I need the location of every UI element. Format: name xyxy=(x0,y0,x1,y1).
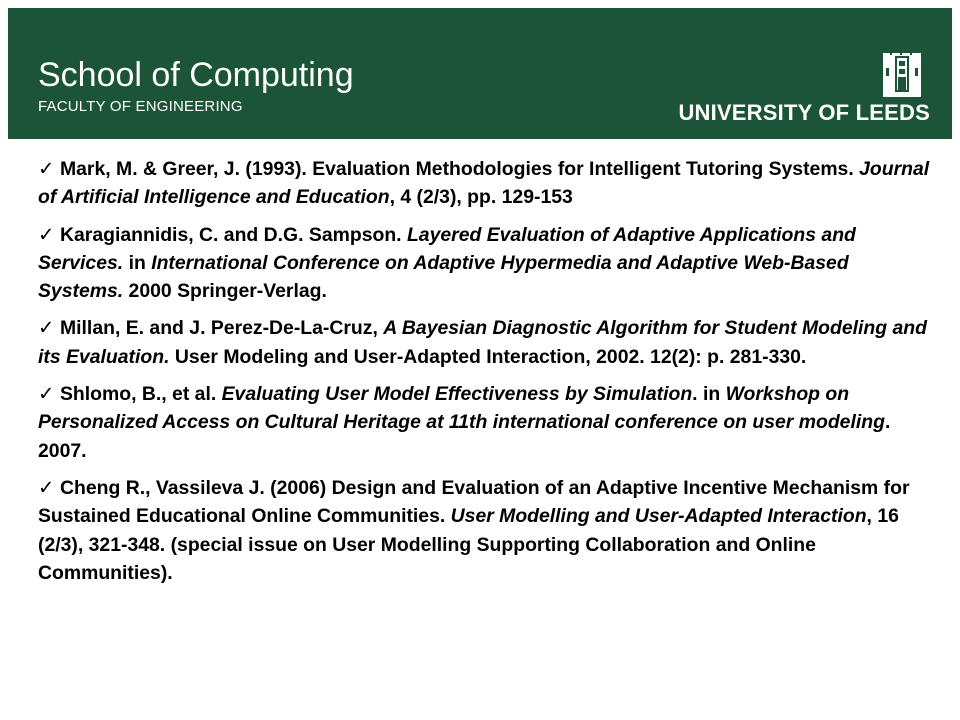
reference-text: , 16 (2/3), 321-348. (special issue on User Modelling Supporting Collaboration and Online Communities). xyxy=(38,505,899,584)
reference-item xyxy=(38,380,938,465)
reference-list xyxy=(38,155,938,596)
reference-text: . 2007. xyxy=(38,411,891,462)
reference-item xyxy=(38,474,938,587)
checkmark-icon: ✓ xyxy=(38,223,55,246)
reference-text: Karagiannidis, C. and D.G. Sampson. xyxy=(60,223,407,246)
page-subtitle: FACULTY OF ENGINEERING xyxy=(38,98,243,115)
reference-title-text: Layered Evaluation of Adaptive Applications and Services. xyxy=(38,223,856,274)
reference-title-text: International Conference on Adaptive Hypermedia and Adaptive Web-Based Systems. xyxy=(38,251,849,303)
reference-text: Mark, M. & Greer, J. (1993). Evaluation Methodologies for Intelligent Tutoring Systems. xyxy=(60,158,860,180)
reference-item xyxy=(38,155,938,212)
reference-text: , 4 (2/3), pp. 129-153 xyxy=(389,186,573,209)
reference-item xyxy=(38,314,938,371)
checkmark-icon: ✓ xyxy=(38,317,55,340)
reference-title-text: Workshop on Personalized Access on Cultural Heritage at 11th international conference on user modeling xyxy=(38,383,885,434)
checkmark-icon: ✓ xyxy=(38,476,55,499)
reference-text: 2000 Springer-Verlag. xyxy=(123,280,327,303)
reference-text: in xyxy=(123,251,152,274)
reference-title-text: Evaluating User Model Effectiveness by Simulation xyxy=(221,383,693,406)
tower-icon xyxy=(876,48,928,98)
reference-text: . in xyxy=(692,383,726,406)
reference-text: Millan, E. and J. Perez-De-La-Cruz, xyxy=(60,317,384,340)
checkmark-icon: ✓ xyxy=(38,158,55,180)
reference-text: Cheng R., Vassileva J. (2006) Design and Evaluation of an Adaptive Incentive Mechanism for Sustained Educational Online Communities. xyxy=(38,476,910,528)
checkmark-icon: ✓ xyxy=(38,383,55,406)
reference-title-text: Journal of Artificial Intelligence and Education xyxy=(38,158,930,209)
university-logo xyxy=(680,48,930,128)
logo-wordmark: UNIVERSITY OF LEEDS xyxy=(678,100,930,125)
reference-item xyxy=(38,221,938,306)
page-title: School of Computing xyxy=(38,56,354,94)
reference-text: Shlomo, B., et al. xyxy=(60,383,222,406)
slide-header xyxy=(8,8,952,139)
reference-title-text: User Modelling and User-Adapted Interaction xyxy=(450,505,867,528)
reference-title-text: A Bayesian Diagnostic Algorithm for Student Modeling and its Evaluation. xyxy=(38,317,927,368)
reference-text: User Modeling and User-Adapted Interaction, 2002. 12(2): p. 281-330. xyxy=(169,345,807,368)
